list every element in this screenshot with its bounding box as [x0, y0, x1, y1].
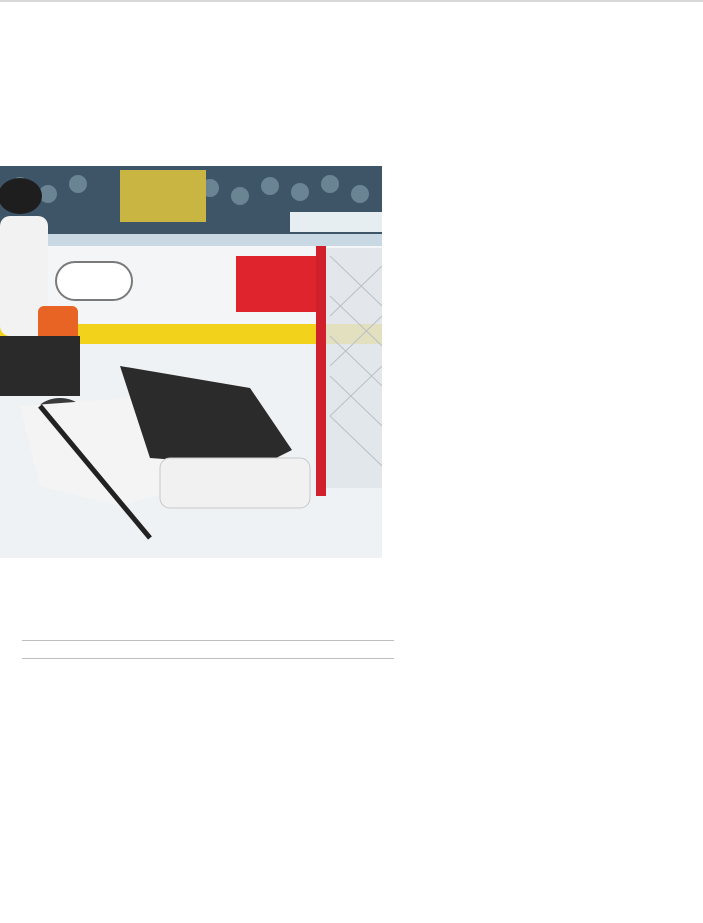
banner-yellow	[120, 170, 206, 222]
goal-net	[322, 248, 382, 488]
pull-quote	[428, 380, 673, 454]
kia-logo	[56, 262, 132, 300]
player-helmet	[0, 178, 42, 214]
ad-red-block	[236, 256, 320, 312]
game-row	[22, 641, 394, 658]
headline	[0, 18, 703, 104]
goal-post	[316, 246, 326, 496]
photo-caption	[0, 565, 382, 585]
game-row	[22, 659, 394, 676]
liwest-board	[290, 212, 382, 232]
hockey-photo	[0, 166, 382, 558]
hockey-photo-illustration	[0, 166, 382, 558]
top-rule	[0, 0, 703, 2]
goalie-pad	[160, 458, 310, 508]
games-list	[22, 640, 394, 676]
